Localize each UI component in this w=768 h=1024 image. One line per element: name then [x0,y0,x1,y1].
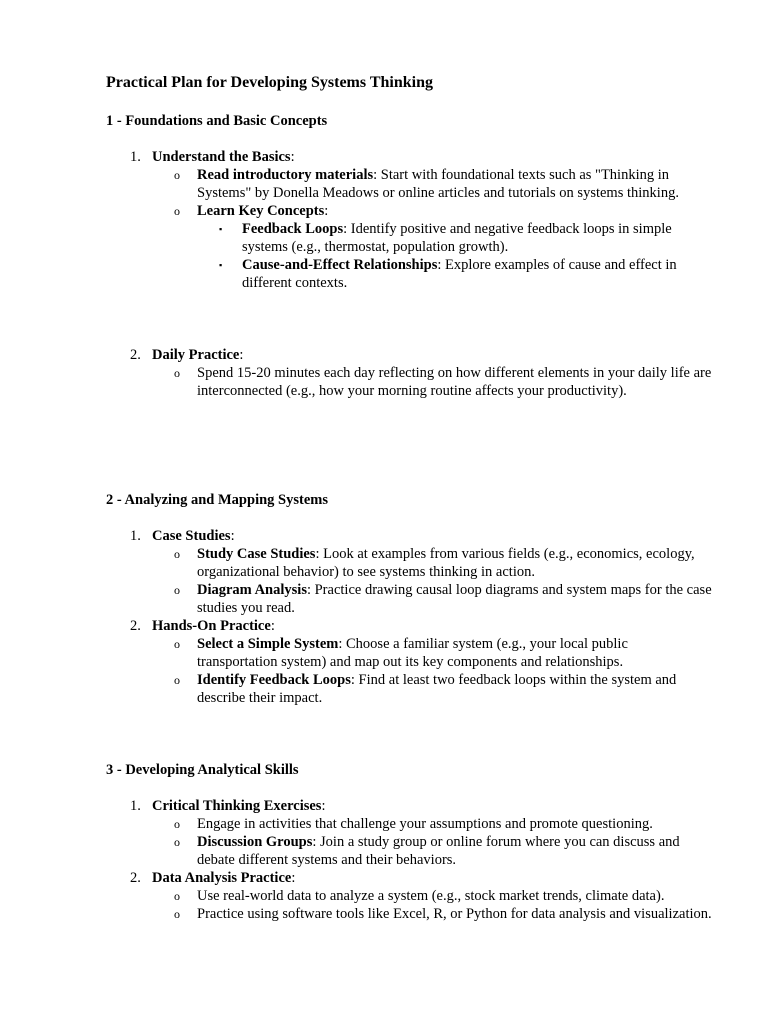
list-number: 1. [130,149,141,165]
sub-sub-list-item [0,256,712,292]
sub-list-item [0,635,712,671]
list-item [0,797,712,815]
sub-list-item [0,581,712,617]
section-heading-2: 2 - Analyzing and Mapping Systems [106,492,328,508]
list-item [0,148,712,166]
list-number: 2. [130,618,141,634]
list-number: 1. [130,528,141,544]
circle-bullet-icon: o [174,583,180,597]
item-text: : Join a study group or online forum where you can discuss and debate different systems and their behaviors. [197,834,680,868]
item-colon: : [230,528,235,544]
item-label: Daily Practice [152,347,240,363]
item-colon: : [270,618,275,634]
sub-list-item [0,202,712,220]
list-item [0,527,712,545]
circle-bullet-icon: o [174,637,180,651]
circle-bullet-icon: o [174,547,180,561]
sub-list-item [0,364,712,400]
sub-list-item [0,166,712,202]
item-label: Select a Simple System [197,636,339,652]
circle-bullet-icon: o [174,204,180,218]
section-2-list [0,527,768,707]
item-text: : Find at least two feedback loops within the system and describe their impact. [197,672,677,706]
item-colon: : [321,798,326,814]
item-text: : Explore examples of cause and effect in different contexts. [242,257,677,291]
section-heading-3: 3 - Developing Analytical Skills [106,762,299,778]
circle-bullet-icon: o [174,168,180,182]
sub-list-item [0,671,712,707]
list-item [0,869,712,887]
item-colon: : [291,870,296,886]
list-item [0,617,712,635]
item-label: Study Case Studies [197,546,316,562]
list-item [0,346,712,364]
sub-list-item [0,545,712,581]
item-label: Learn Key Concepts [197,203,325,219]
item-text: Spend 15-20 minutes each day reflecting on how different elements in your daily life are interconnected (e.g., how your morning routine affects your productivity). [197,365,712,399]
circle-bullet-icon: o [174,673,180,687]
item-text: : Practice drawing causal loop diagrams and system maps for the case studies you read. [197,582,712,616]
item-text: Practice using software tools like Excel, R, or Python for data analysis and visualization. [197,906,712,922]
item-label: Discussion Groups [197,834,313,850]
item-label: Read introductory materials [197,167,374,183]
circle-bullet-icon: o [174,889,180,903]
item-label: Feedback Loops [242,221,344,237]
item-text: : Look at examples from various fields (e.g., economics, ecology, organizational behavior) to see systems thinking in action. [197,546,695,580]
item-label: Critical Thinking Exercises [152,798,322,814]
section-3-list [0,797,768,923]
item-text: : [324,203,329,219]
item-label: Hands-On Practice [152,618,271,634]
square-bullet-icon: ▪ [219,260,223,270]
document-title: Practical Plan for Developing Systems Thinking [106,74,433,91]
item-label: Diagram Analysis [197,582,307,598]
section-1-list-2 [0,346,768,400]
square-bullet-icon: ▪ [219,224,223,234]
list-number: 2. [130,870,141,886]
item-text: Use real-world data to analyze a system (e.g., stock market trends, climate data). [197,888,665,904]
item-label: Cause-and-Effect Relationships [242,257,438,273]
item-colon: : [239,347,244,363]
section-1-list [0,148,768,292]
item-label: Case Studies [152,528,231,544]
item-text: : Identify positive and negative feedback loops in simple systems (e.g., thermostat, population growth). [242,221,672,255]
circle-bullet-icon: o [174,366,180,380]
item-colon: : [290,149,295,165]
item-text: Engage in activities that challenge your assumptions and promote questioning. [197,816,653,832]
circle-bullet-icon: o [174,817,180,831]
item-label: Data Analysis Practice [152,870,292,886]
list-number: 2. [130,347,141,363]
circle-bullet-icon: o [174,907,180,921]
item-text: : Start with foundational texts such as "Thinking in Systems" by Donella Meadows or online articles and tutorials on systems thinking. [197,167,679,201]
sub-list-item [0,833,712,869]
item-label: Identify Feedback Loops [197,672,351,688]
item-text: : Choose a familiar system (e.g., your local public transportation system) and map out its key components and relationships. [197,636,628,670]
sub-list-item [0,815,712,833]
sub-list-item [0,887,712,905]
sub-list-item [0,905,712,923]
list-number: 1. [130,798,141,814]
circle-bullet-icon: o [174,835,180,849]
sub-sub-list-item [0,220,712,256]
section-heading-1: 1 - Foundations and Basic Concepts [106,113,328,129]
item-label: Understand the Basics [152,149,291,165]
